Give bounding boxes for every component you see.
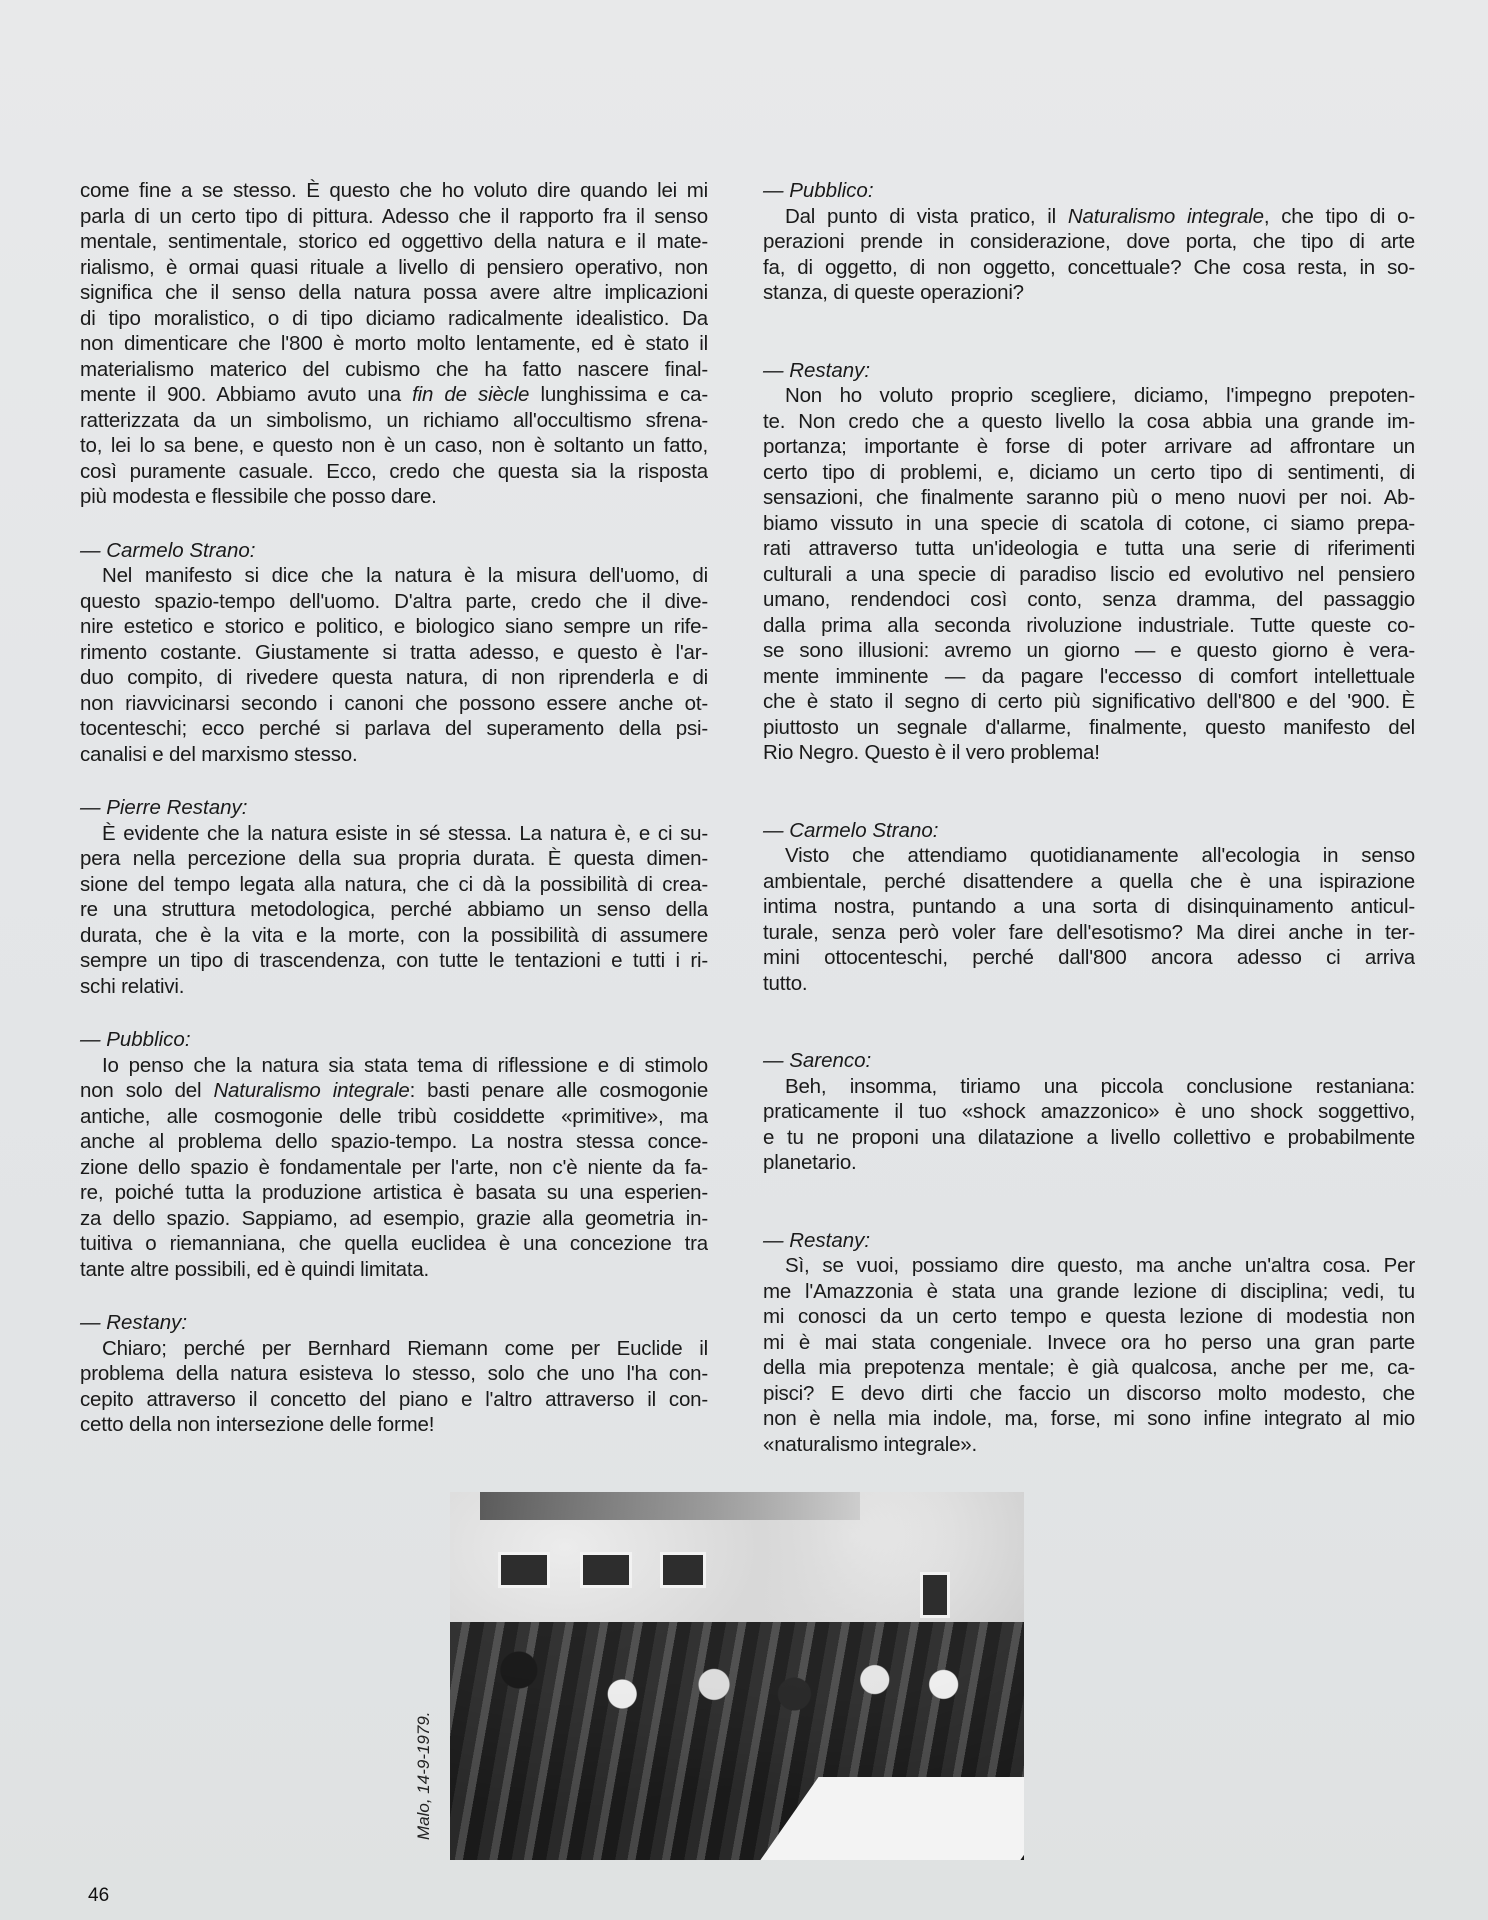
text-line: non riavvicinarsi secondo i canoni che possono essere anche ot- xyxy=(80,691,708,715)
text-line: sione del tempo legata alla natura, che ci dà la possibilità di crea- xyxy=(80,872,708,896)
speaker-label: — Restany: xyxy=(763,358,871,382)
text-line: come fine a se stesso. È questo che ho voluto dire quando lei mi xyxy=(80,179,708,202)
text-line: culturali a una specie di paradiso liscio ed evolutivo nel pensiero xyxy=(763,562,1415,586)
text-line: mi è mai stata congeniale. Invece ora ho perso una gran parte xyxy=(763,1330,1415,1354)
photo-caption: Malo, 14-9-1979. xyxy=(414,1711,433,1840)
text-line: portanza; importante è forse di poter arrivare ad affrontare un xyxy=(763,435,1415,458)
photo-window xyxy=(660,1552,706,1588)
speaker-label: — Carmelo Strano: xyxy=(763,818,939,842)
paragraph-gap xyxy=(80,510,708,538)
text-line: fa, di oggetto, di non oggetto, concettuale? Che cosa resta, in so- xyxy=(763,255,1415,279)
speaker-label: — Restany: xyxy=(80,1311,188,1334)
text-line: non è nella mia indole, ma, forse, mi sono infine integrato al mio xyxy=(763,1407,1415,1430)
text-line: duo compito, di rivedere questa natura, di non riprenderla e di xyxy=(80,666,708,689)
text-line: intima nostra, puntando a una sorta di disinquinamento anticul- xyxy=(763,895,1415,918)
text-line: problema della natura esisteva lo stesso, solo che uno l'ha con- xyxy=(80,1362,708,1385)
text-line: rialismo, è ormai quasi rituale a livello di pensiero operativo, non xyxy=(80,255,708,279)
text-line: tocenteschi; ecco perché si parlava del superamento della psi- xyxy=(80,717,708,740)
text-line: di tipo moralistico, o di tipo diciamo radicalmente idealistico. Da xyxy=(80,306,708,330)
text-line: Non ho voluto proprio scegliere, diciamo, l'impegno prepoten- xyxy=(785,384,1415,407)
text-line: non dimenticare che l'800 è morto molto lentamente, ed è stato il xyxy=(80,332,708,355)
text-line: significa che il senso della natura possa avere altre implicazioni xyxy=(80,281,708,304)
text-line: pera nella percezione della sua propria durata. È questa dimen- xyxy=(80,847,708,870)
text-line: Rio Negro. Questo è il vero problema! xyxy=(763,741,1100,764)
text-line: te. Non credo che a questo livello la cosa abbia una grande im- xyxy=(763,409,1415,433)
text-line: rati attraverso tutta un'ideologia e tutta una serie di riferimenti xyxy=(763,537,1415,560)
text-line: Visto che attendiamo quotidianamente all'ecologia in senso xyxy=(785,844,1415,867)
page-number: 46 xyxy=(88,1885,110,1906)
text-line: nire estetico e storico e politico, e biologico siano sempre un rife- xyxy=(80,615,708,638)
photo-window xyxy=(580,1552,632,1588)
dialogue-block xyxy=(763,358,1415,766)
text-line: tante altre possibili, ed è quindi limitata. xyxy=(80,1257,430,1281)
text-line: planetario. xyxy=(763,1151,857,1174)
text-line: schi relativi. xyxy=(80,974,185,998)
text-line: pisci? E devo dirti che faccio un discorso molto modesto, che xyxy=(763,1381,1415,1405)
text-line: materialismo materico del cubismo che ha fatto nascere final- xyxy=(80,357,708,381)
paragraph-gap xyxy=(763,766,1415,818)
speaker-label: — Sarenco: xyxy=(763,1049,872,1072)
text-line: antiche, alle cosmogonie delle tribù cosiddette «primitive», ma xyxy=(80,1104,708,1128)
text-line: me l'Amazzonia è stata una grande lezione di disciplina; vedi, tu xyxy=(763,1279,1415,1303)
text-line: tuitiva o riemanniana, che quella euclidea è una concezione tra xyxy=(80,1232,708,1255)
dialogue-block xyxy=(763,818,1415,997)
dialogue-block xyxy=(80,178,708,510)
text-line: to, lei lo sa bene, e questo non è un caso, non è soltanto un fatto, xyxy=(80,434,708,457)
text-line: stanza, di queste operazioni? xyxy=(763,281,1024,304)
paragraph-gap xyxy=(763,996,1415,1048)
speaker-label: — Pubblico: xyxy=(80,1028,191,1051)
text-line: Beh, insomma, tiriamo una piccola conclusione restaniana: xyxy=(785,1074,1415,1098)
text-line: rimento costante. Giustamente si tratta adesso, e questo è l'ar- xyxy=(80,640,708,664)
text-line: che è stato il segno di certo più significativo dell'800 e del '900. È xyxy=(763,690,1415,713)
text-line: Sì, se vuoi, possiamo dire questo, ma anche un'altra cosa. Per xyxy=(785,1254,1415,1277)
text-line: mente il 900. Abbiamo avuto una fin de siècle lunghissima e ca- xyxy=(80,383,708,406)
text-line: parla di un certo tipo di pittura. Adesso che il rapporto fra il senso xyxy=(80,204,708,228)
speaker-label: — Pierre Restany: xyxy=(80,796,248,819)
text-line: perazioni prende in considerazione, dove porta, che tipo di arte xyxy=(763,230,1415,253)
dialogue-block xyxy=(763,178,1415,306)
text-line: della mia prepotenza mentale; è già qualcosa, anche per me, ca- xyxy=(763,1356,1415,1379)
text-line: e tu ne proponi una dilatazione a livello collettivo e probabilmente xyxy=(763,1125,1415,1149)
text-line: turale, senza però voler fare dell'esotismo? Ma direi anche in ter- xyxy=(763,920,1415,944)
speaker-label: — Pubblico: xyxy=(763,179,874,202)
text-line: «naturalismo integrale». xyxy=(763,1432,977,1456)
text-line: Io penso che la natura sia stata tema di riflessione e di stimolo xyxy=(102,1053,708,1077)
text-line: mi conosci da un certo tempo e questa lezione di modestia non xyxy=(763,1305,1415,1328)
text-line: Nel manifesto si dice che la natura è la misura dell'uomo, di xyxy=(102,564,708,587)
text-line: sempre un tipo di trascendenza, con tutte le tentazioni e tutti i ri- xyxy=(80,949,708,972)
text-line: ratterizzata da un simbolismo, un richiamo all'occultismo sfrena- xyxy=(80,408,708,432)
text-line: piuttosto un segnale d'allarme, finalmente, questo manifesto del xyxy=(763,715,1415,739)
text-line: biamo vissuto in una specie di scatola di cotone, ci siamo prepa- xyxy=(763,511,1415,535)
text-line: Chiaro; perché per Bernhard Riemann come per Euclide il xyxy=(102,1336,708,1360)
text-line: questo spazio-tempo dell'uomo. D'altra parte, credo che il dive- xyxy=(80,589,708,613)
text-line: cepito attraverso il concetto del piano e l'altro attraverso il con- xyxy=(80,1387,708,1411)
text-line: re una struttura metodologica, perché abbiamo un senso della xyxy=(80,898,708,921)
text-line: praticamente il tuo «shock amazzonico» è uno shock soggettivo, xyxy=(763,1100,1415,1123)
dialogue-block xyxy=(80,538,708,768)
speaker-label: — Restany: xyxy=(763,1228,871,1252)
dialogue-block xyxy=(763,1228,1415,1458)
paragraph-gap xyxy=(763,1176,1415,1228)
text-line: ambientale, perché disattendere a quella che è una ispirazione xyxy=(763,869,1415,893)
text-line: za dello spazio. Sappiamo, ad esempio, grazie alla geometria in- xyxy=(80,1206,708,1230)
text-line: così puramente casuale. Ecco, credo che questa sia la risposta xyxy=(80,459,708,483)
text-line: più modesta e flessibile che posso dare. xyxy=(80,485,437,508)
text-line: dalla prima alla seconda rivoluzione industriale. Tutte queste co- xyxy=(763,613,1415,637)
text-line: È evidente che la natura esiste in sé stessa. La natura è, e ci su- xyxy=(102,821,708,845)
text-line: Dal punto di vista pratico, il Naturalismo integrale, che tipo di o- xyxy=(785,204,1415,228)
text-line: re, poiché tutta la produzione artistica è basata su una esperien- xyxy=(80,1181,708,1204)
paragraph-gap xyxy=(80,999,708,1027)
text-line: anche al problema dello spazio-tempo. La nostra stessa conce- xyxy=(80,1130,708,1153)
text-line: mini ottocenteschi, perché dall'800 ancora adesso ci arriva xyxy=(763,946,1415,969)
text-line: tutto. xyxy=(763,971,808,995)
dialogue-block xyxy=(80,1027,708,1282)
text-line: canalisi e del marxismo stesso. xyxy=(80,742,358,766)
text-line: non solo del Naturalismo integrale: basti penare alle cosmogonie xyxy=(80,1079,708,1102)
left-column xyxy=(80,178,708,1438)
dialogue-block xyxy=(80,795,708,999)
text-line: cetto della non intersezione delle forme! xyxy=(80,1413,435,1436)
dialogue-block xyxy=(80,1310,708,1438)
audience-photo xyxy=(450,1492,1024,1860)
speaker-label: — Carmelo Strano: xyxy=(80,538,256,562)
text-line: se sono illusioni: avremo un giorno — e questo giorno è vera- xyxy=(763,639,1415,662)
dialogue-block xyxy=(763,1048,1415,1176)
photo-ceiling-light xyxy=(480,1492,860,1520)
paragraph-gap xyxy=(763,306,1415,358)
photo-frame xyxy=(920,1572,950,1618)
text-line: durata, che è la vita e la morte, con la possibilità di assumere xyxy=(80,923,708,947)
right-column xyxy=(763,178,1415,1457)
text-line: sensazioni, che finalmente saranno più o meno nuovi per noi. Ab- xyxy=(763,486,1415,509)
text-line: mente imminente — da pagare l'eccesso di comfort intellettuale xyxy=(763,664,1415,688)
text-line: mentale, sentimentale, storico ed oggettivo della natura e il mate- xyxy=(80,230,708,253)
text-line: zione dello spazio è fondamentale per l'arte, non c'è niente da fa- xyxy=(80,1155,708,1179)
paragraph-gap xyxy=(80,767,708,795)
text-line: certo tipo di problemi, e, diciamo un certo tipo di sentimenti, di xyxy=(763,460,1415,484)
text-line: umano, rendendoci così conto, senza dramma, del passaggio xyxy=(763,588,1415,611)
paragraph-gap xyxy=(80,1282,708,1310)
photo-window xyxy=(498,1552,550,1588)
